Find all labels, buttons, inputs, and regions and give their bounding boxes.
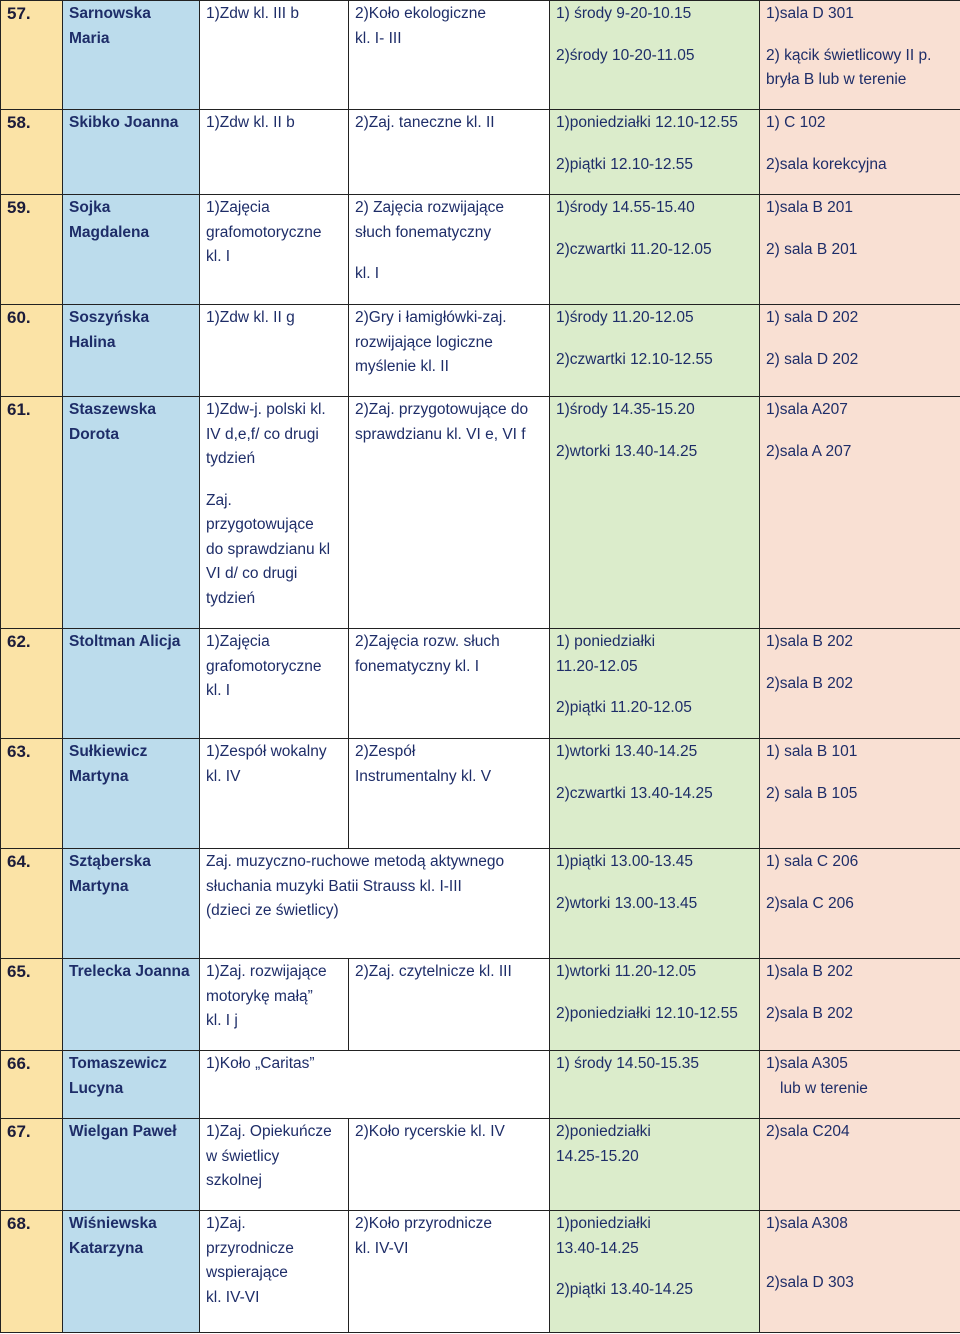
schedule-time: 1)środy 14.55-15.40 2)czwartki 11.20-12.05 <box>550 195 760 305</box>
row-number: 65. <box>1 959 63 1051</box>
room: 1)sala B 202 2)sala B 202 <box>760 629 960 739</box>
activity-1: 1)Zdw kl. III b <box>200 1 349 110</box>
table-row <box>1 1211 960 1333</box>
teacher-name: Sztąberska Martyna <box>63 849 200 959</box>
room: 2)sala C204 <box>760 1119 960 1211</box>
row-number: 64. <box>1 849 63 959</box>
activity-2: 2)Koło rycerskie kl. IV <box>349 1119 550 1211</box>
room: 1)sala A305 lub w terenie <box>760 1051 960 1119</box>
teacher-name: Tomaszewicz Lucyna <box>63 1051 200 1119</box>
teacher-name: Staszewska Dorota <box>63 397 200 629</box>
activity-1: 1)Zdw kl. II g <box>200 305 349 397</box>
activity-2: 2)Zaj. przygotowujące do sprawdzianu kl. VI e, VI f <box>349 397 550 629</box>
activity-1: 1)Zaj. Opiekuńcze w świetlicy szkolnej <box>200 1119 349 1211</box>
schedule-time: 1)poniedziałki 12.10-12.55 2)piątki 12.10-12.55 <box>550 110 760 195</box>
teacher-name: Sojka Magdalena <box>63 195 200 305</box>
activity-combined: Zaj. muzyczno-ruchowe metodą aktywnego słuchania muzyki Batii Strauss kl. I-III (dzieci ze świetlicy) <box>200 849 550 959</box>
table-row <box>1 305 960 397</box>
schedule-time: 1)środy 11.20-12.05 2)czwartki 12.10-12.55 <box>550 305 760 397</box>
table-row <box>1 739 960 849</box>
teacher-name: Sułkiewicz Martyna <box>63 739 200 849</box>
schedule-time: 1)wtorki 11.20-12.05 2)poniedziałki 12.10-12.55 <box>550 959 760 1051</box>
room: 1)sala A207 2)sala A 207 <box>760 397 960 629</box>
table-row <box>1 629 960 739</box>
teacher-name: Wiśniewska Katarzyna <box>63 1211 200 1333</box>
row-number: 59. <box>1 195 63 305</box>
row-number: 60. <box>1 305 63 397</box>
room: 1) sala D 202 2) sala D 202 <box>760 305 960 397</box>
schedule-time: 2)poniedziałki 14.25-15.20 <box>550 1119 760 1211</box>
schedule-time: 1) środy 9-20-10.15 2)środy 10-20-11.05 <box>550 1 760 110</box>
table-row <box>1 849 960 959</box>
table-row <box>1 397 960 629</box>
activity-2: 2) Zajęcia rozwijające słuch fonematyczny kl. I <box>349 195 550 305</box>
row-number: 67. <box>1 1119 63 1211</box>
schedule-time: 1) środy 14.50-15.35 <box>550 1051 760 1119</box>
room: 1)sala B 201 2) sala B 201 <box>760 195 960 305</box>
row-number: 63. <box>1 739 63 849</box>
teacher-name: Wielgan Paweł <box>63 1119 200 1211</box>
activity-combined: 1)Koło „Caritas” <box>200 1051 550 1119</box>
row-number: 66. <box>1 1051 63 1119</box>
row-number: 68. <box>1 1211 63 1333</box>
activity-2: 2)Koło ekologiczne kl. I- III <box>349 1 550 110</box>
activity-1: 1)Zdw kl. II b <box>200 110 349 195</box>
table-row <box>1 1119 960 1211</box>
activity-2: 2)Koło przyrodnicze kl. IV-VI <box>349 1211 550 1333</box>
schedule-time: 1)poniedziałki 13.40-14.25 2)piątki 13.40-14.25 <box>550 1211 760 1333</box>
activity-2: 2)Zaj. taneczne kl. II <box>349 110 550 195</box>
table-row <box>1 195 960 305</box>
row-number: 62. <box>1 629 63 739</box>
schedule-time: 1)piątki 13.00-13.45 2)wtorki 13.00-13.45 <box>550 849 760 959</box>
room: 1) C 102 2)sala korekcyjna <box>760 110 960 195</box>
activity-1: 1)Zajęcia grafomotoryczne kl. I <box>200 195 349 305</box>
activity-1: 1)Zaj. rozwijające motorykę małą” kl. I j <box>200 959 349 1051</box>
activity-2: 2)Zespół Instrumentalny kl. V <box>349 739 550 849</box>
room: 1)sala B 202 2)sala B 202 <box>760 959 960 1051</box>
activity-2: 2)Zajęcia rozw. słuch fonematyczny kl. I <box>349 629 550 739</box>
room: 1)sala D 301 2) kącik świetlicowy II p. bryła B lub w terenie <box>760 1 960 110</box>
teacher-name: Trelecka Joanna <box>63 959 200 1051</box>
row-number: 61. <box>1 397 63 629</box>
activity-1: 1)Zespół wokalny kl. IV <box>200 739 349 849</box>
room: 1) sala B 101 2) sala B 105 <box>760 739 960 849</box>
room: 1) sala C 206 2)sala C 206 <box>760 849 960 959</box>
row-number: 58. <box>1 110 63 195</box>
teacher-name: Sarnowska Maria <box>63 1 200 110</box>
teacher-name: Skibko Joanna <box>63 110 200 195</box>
schedule-time: 1)wtorki 13.40-14.25 2)czwartki 13.40-14.25 <box>550 739 760 849</box>
activity-2: 2)Zaj. czytelnicze kl. III <box>349 959 550 1051</box>
table-row <box>1 959 960 1051</box>
table-row <box>1 110 960 195</box>
room: 1)sala A308 2)sala D 303 <box>760 1211 960 1333</box>
table-row <box>1 1051 960 1119</box>
teacher-name: Soszyńska Halina <box>63 305 200 397</box>
row-number: 57. <box>1 1 63 110</box>
activity-1: 1)Zaj. przyrodnicze wspierające kl. IV-VI <box>200 1211 349 1333</box>
activity-1: 1)Zajęcia grafomotoryczne kl. I <box>200 629 349 739</box>
teacher-name: Stoltman Alicja <box>63 629 200 739</box>
activity-1: 1)Zdw-j. polski kl. IV d,e,f/ co drugi tydzień Zaj. przygotowujące do sprawdzianu kl VI d/ co drugi tydzień <box>200 397 349 629</box>
schedule-time: 1) poniedziałki 11.20-12.05 2)piątki 11.20-12.05 <box>550 629 760 739</box>
schedule-time: 1)środy 14.35-15.20 2)wtorki 13.40-14.25 <box>550 397 760 629</box>
table-row <box>1 1 960 110</box>
activity-2: 2)Gry i łamigłówki-zaj. rozwijające logiczne myślenie kl. II <box>349 305 550 397</box>
